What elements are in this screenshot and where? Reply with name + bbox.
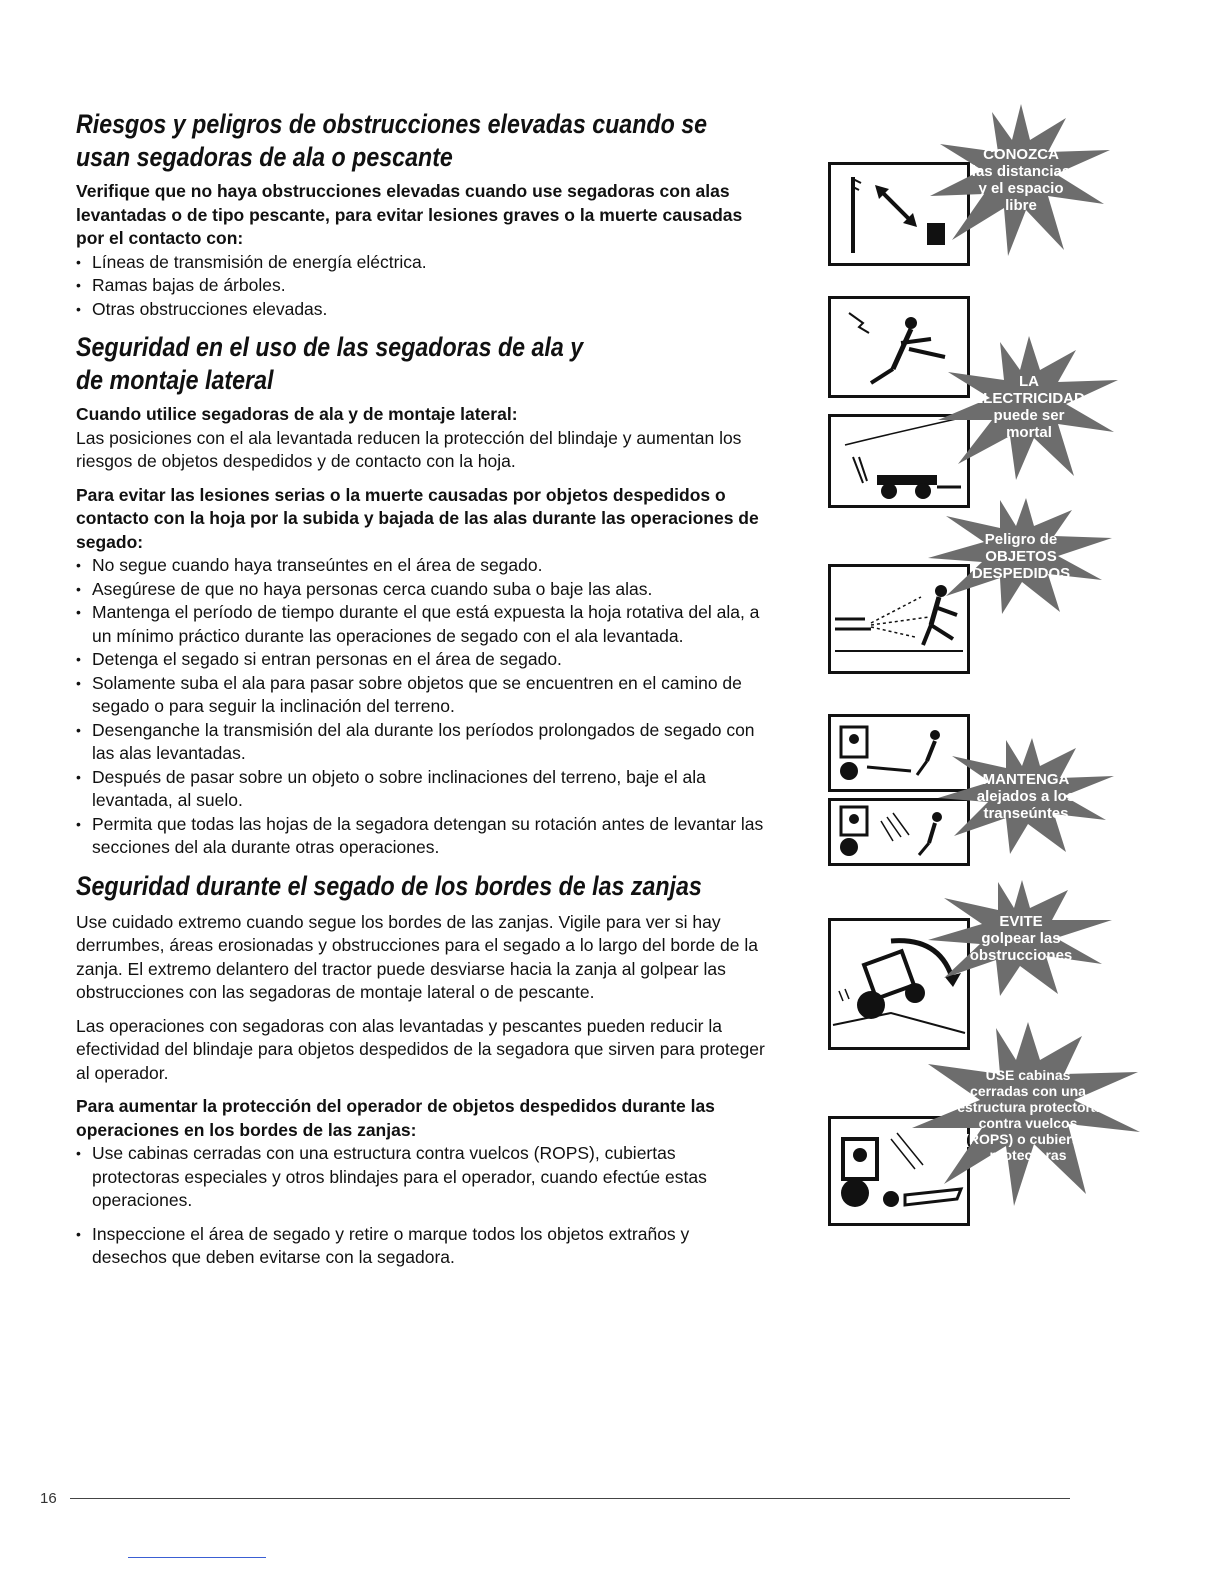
badge-line: transeúntes (983, 804, 1069, 822)
badge-line: protectoras (989, 1147, 1067, 1163)
list-item: • No segue cuando haya transeúntes en el área de segado. (76, 554, 766, 578)
figure-electricity (826, 296, 1126, 526)
badge-line: y el espacio (978, 180, 1064, 197)
figure-rops (826, 1020, 1146, 1240)
title-line: usan segadoras de ala o pescante (76, 142, 453, 172)
badge-line: las distancias (971, 163, 1071, 180)
safety-illustrations (826, 100, 1146, 1240)
badge-line: libre (1005, 197, 1037, 214)
badge-line: OBJETOS (985, 547, 1057, 565)
badge-line: Peligro de (984, 530, 1058, 548)
list-item: • Líneas de transmisión de energía eléctrica. (76, 251, 766, 275)
warning-badge (910, 1020, 1146, 1210)
badge-line: CONOZCA (983, 146, 1059, 163)
title-line: de montaje lateral (76, 365, 274, 395)
warning-badge (934, 332, 1124, 482)
section-wing-mowers (76, 331, 766, 860)
figure-clearance (826, 100, 1126, 270)
badge-line: USE cabinas (985, 1067, 1071, 1083)
badge-line: alejados a los (976, 787, 1076, 805)
list-item: • Mantenga el período de tiempo durante el que está expuesta la hoja rotativa del ala, a un mínimo práctico durante las operaciones de segado con el ala levantada. (76, 601, 766, 648)
badge-text (926, 878, 1116, 998)
section-title-ditch: Seguridad durante el segado de los bordes de las zanjas (76, 870, 702, 901)
title-line: Seguridad en el uso de las segadoras de ala y (76, 332, 584, 362)
body-text: Las operaciones con segadoras con alas levantadas y pescantes pueden reducir la efectividad del blindaje para objetos despedidos de la segadora que sirven para proteger al operador. (76, 1015, 765, 1083)
badge-line: (ROPS) o cubiertas (964, 1131, 1092, 1147)
list-item: • Use cabinas cerradas con una estructura contra vuelcos (ROPS), cubiertas protectoras especiales y otros blindajes para el operador, cuando efectúe estas operaciones. (76, 1142, 766, 1213)
main-column (76, 108, 766, 1270)
badge-line: DESPEDIDOS (971, 564, 1071, 582)
list-item: • Ramas bajas de árboles. (76, 274, 766, 298)
list-item: • Permita que todas las hojas de la segadora detengan su rotación antes de levantar las secciones del ala durante otras operaciones. (76, 813, 766, 860)
warning-badge (936, 736, 1116, 856)
list-item: • Desenganche la transmisión del ala durante los períodos prolongados de segado con las alas levantadas. (76, 719, 766, 766)
list-item: • Inspeccione el área de segado y retire o marque todos los objetos extraños y desechos que deben evitarse con la segadora. (76, 1223, 766, 1270)
lead-text: Para aumentar la protección del operador de objetos despedidos durante las operaciones en los bordes de las zanjas: (76, 1096, 715, 1140)
body-text: Use cuidado extremo cuando segue los bordes de las zanjas. Vigile para ver si hay derrumbes, áreas erosionadas y obstrucciones para el segado a lo largo del borde de la zanja. El extremo delantero del tractor puede desviarse hacia la zanja al golpear las obstrucciones con las segadoras de montaje lateral o de pescante. (76, 911, 758, 1002)
figure-bystanders (826, 712, 1126, 872)
footer-rule (70, 1498, 1070, 1499)
section-overhead (76, 108, 766, 321)
badge-line: obstrucciones (969, 946, 1073, 964)
badge-line: golpear las (981, 929, 1061, 947)
lead-text: Verifique que no haya obstrucciones elevadas cuando use segadoras con alas levantadas o de tipo pescante, para evitar lesiones graves o la muerte causadas por el contacto con: (76, 181, 743, 248)
bullet-list (76, 554, 766, 860)
list-item: • Después de pasar sobre un objeto o sobre inclinaciones del terreno, baje el ala levantada, al suelo. (76, 766, 766, 813)
list-item: • Otras obstrucciones elevadas. (76, 298, 766, 322)
badge-line: estructura protectora (957, 1099, 1099, 1115)
badge-text (934, 332, 1124, 482)
badge-line: cerradas con una (970, 1083, 1086, 1099)
badge-line: mortal (1006, 424, 1052, 441)
badge-line: puede ser (993, 407, 1065, 424)
lead-text: Para evitar las lesiones serias o la muerte causadas por objetos despedidos o contacto con la hoja por la subida y bajada de las alas durante las operaciones de segado: (76, 484, 759, 552)
page-number: 16 (40, 1490, 57, 1507)
badge-line: contra vuelcos (978, 1115, 1078, 1131)
badge-line: EVITE (999, 912, 1043, 930)
badge-text (926, 496, 1116, 616)
lead-text: Cuando utilice segadoras de ala y de montaje lateral: (76, 404, 518, 424)
badge-line: MANTENGA (982, 770, 1070, 788)
list-item: • Solamente suba el ala para pasar sobre objetos que se encuentren en el camino de segado o para seguir la inclinación del terreno. (76, 672, 766, 719)
warning-badge (926, 496, 1116, 616)
section-ditch-banks (76, 870, 766, 1270)
bullet-list (76, 1142, 766, 1270)
badge-line: ELECTRICIDAD (973, 390, 1085, 407)
divider (128, 1557, 266, 1558)
body-text: Las posiciones con el ala levantada reducen la protección del blindaje y aumentan los riesgos de objetos despedidos y de contacto con la hoja. (76, 427, 742, 471)
badge-text (936, 736, 1116, 856)
warning-badge (926, 100, 1116, 260)
section-title-wing (76, 331, 669, 397)
list-item: • Detenga el segado si entran personas en el área de segado. (76, 648, 766, 672)
figure-thrown-objects (826, 496, 1126, 676)
bullet-list (76, 251, 766, 322)
badge-text (910, 1020, 1146, 1210)
badge-line: LA (1018, 373, 1039, 390)
list-item: • Asegúrese de que no haya personas cerca cuando suba o baje las alas. (76, 578, 766, 602)
section-title-overhead (76, 108, 708, 174)
badge-text (926, 100, 1116, 260)
title-line: Riesgos y peligros de obstrucciones elevadas cuando se (76, 109, 708, 139)
warning-badge (926, 878, 1116, 998)
